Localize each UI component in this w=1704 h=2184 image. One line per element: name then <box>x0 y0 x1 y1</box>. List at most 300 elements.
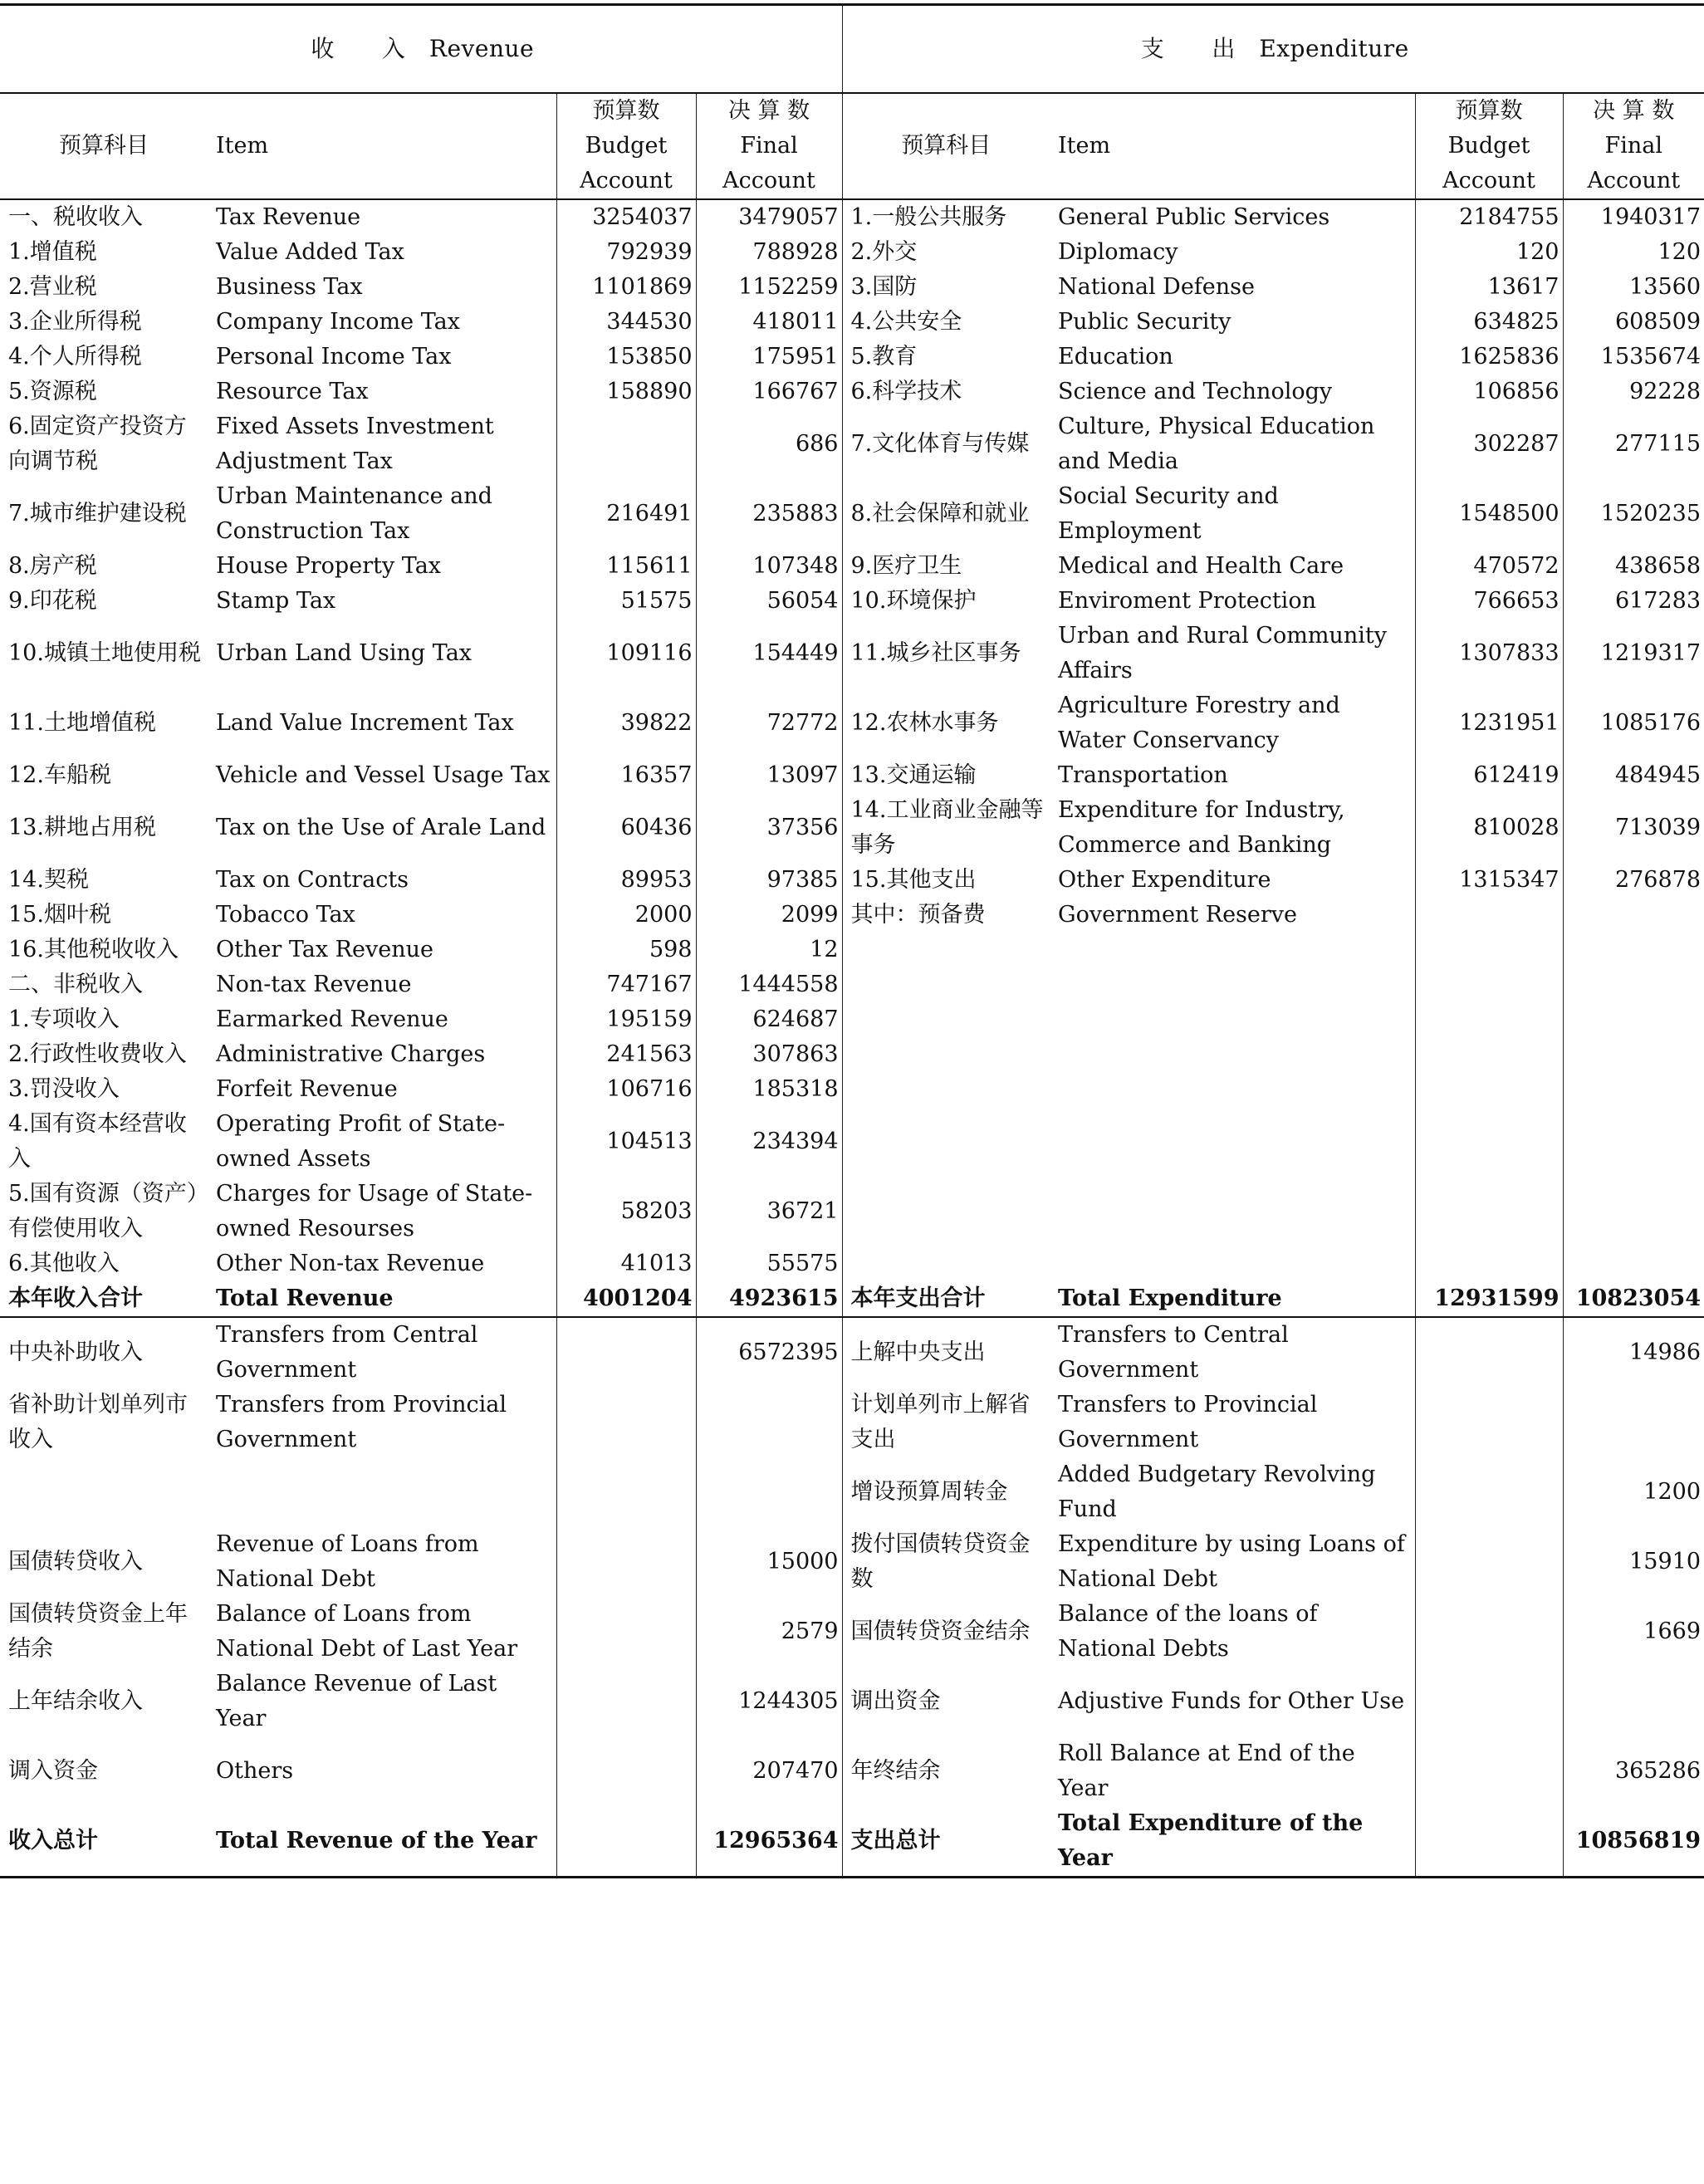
grand-revenue-zh: 收入总计 <box>0 1806 208 1878</box>
table-row <box>0 933 1704 967</box>
revenue-final-value: 154449 <box>696 619 842 688</box>
transfer-revenue-en: Revenue of Loans from National Debt <box>216 1530 479 1592</box>
revenue-final-value: 36721 <box>696 1177 842 1246</box>
revenue-category-zh: 5.资源税 <box>8 378 97 404</box>
transfer-expenditure-budget <box>1415 1736 1563 1806</box>
expenditure-item-en <box>1050 933 1415 967</box>
transfer-expenditure-en: Expenditure by using Loans of National Debt <box>1058 1530 1405 1592</box>
grand-expenditure-budget <box>1415 1806 1563 1878</box>
revenue-final-value: 12 <box>696 933 842 967</box>
revenue-category-zh: 一、税收收入 <box>0 199 208 235</box>
revenue-item-en: Other Non-tax Revenue <box>216 1250 485 1276</box>
revenue-budget-value: 58203 <box>556 1177 696 1246</box>
expenditure-category-zh: 12.农林水事务 <box>842 688 1050 758</box>
revenue-item-en: Company Income Tax <box>216 308 460 335</box>
revenue-budget-value: 195159 <box>556 1002 696 1037</box>
transfer-revenue-en: Balance of Loans from National Debt of Last Year <box>216 1600 518 1662</box>
transfer-revenue-final: 6572395 <box>696 1317 842 1388</box>
table-row <box>0 863 1704 898</box>
table-row <box>0 688 1704 758</box>
expenditure-final-value: 617283 <box>1563 584 1704 619</box>
transfer-revenue-final: 1244305 <box>696 1667 842 1736</box>
revenue-category-zh: 10.城镇土地使用税 <box>8 639 201 666</box>
transfer-expenditure-final: 15910 <box>1563 1527 1704 1597</box>
expenditure-final-value: 1940317 <box>1563 199 1704 235</box>
expenditure-item-header: Item <box>1050 93 1415 199</box>
transfer-revenue-zh: 上年结余收入 <box>8 1687 143 1714</box>
revenue-budget-value: 158890 <box>556 375 696 409</box>
transfer-revenue-budget <box>556 1457 696 1527</box>
revenue-item-en: Tax Revenue <box>208 199 556 235</box>
transfer-expenditure-en: Balance of the loans of National Debts <box>1058 1600 1318 1662</box>
expenditure-final-value: 608509 <box>1563 305 1704 340</box>
revenue-item-header: Item <box>208 93 556 199</box>
expenditure-final-value: 1219317 <box>1563 619 1704 688</box>
expenditure-budget-value: 612419 <box>1415 758 1563 793</box>
revenue-item-en: Value Added Tax <box>216 238 404 265</box>
expenditure-budget-value: 13617 <box>1415 270 1563 305</box>
revenue-category-zh: 16.其他税收收入 <box>8 936 179 962</box>
expenditure-budget-value <box>1415 1002 1563 1037</box>
transfer-expenditure-zh: 年终结余 <box>842 1736 1050 1806</box>
revenue-final-value: 624687 <box>696 1002 842 1037</box>
revenue-budget-value <box>556 409 696 479</box>
revenue-category-header: 预算科目 <box>0 93 208 199</box>
expenditure-budget-value: 1231951 <box>1415 688 1563 758</box>
expenditure-item-en: Diplomacy <box>1058 238 1178 265</box>
revenue-category-zh: 7.城市维护建设税 <box>8 500 187 526</box>
transfer-expenditure-zh: 上解中央支出 <box>842 1317 1050 1388</box>
transfer-expenditure-en: Roll Balance at End of the Year <box>1058 1740 1355 1801</box>
transfer-expenditure-final: 365286 <box>1563 1736 1704 1806</box>
revenue-budget-value: 792939 <box>556 235 696 270</box>
revenue-category-zh: 2.营业税 <box>8 273 97 300</box>
revenue-category-zh: 15.烟叶税 <box>8 901 111 928</box>
expenditure-final-value <box>1563 1072 1704 1107</box>
revenue-category-zh: 12.车船税 <box>8 761 111 788</box>
revenue-category-zh: 13.耕地占用税 <box>8 814 156 840</box>
revenue-budget-value: 153850 <box>556 340 696 375</box>
transfer-row <box>0 1388 1704 1457</box>
expenditure-budget-header: 预算数 Budget Account <box>1415 93 1563 199</box>
revenue-item-en: Vehicle and Vessel Usage Tax <box>216 761 551 788</box>
revenue-final-value: 234394 <box>696 1107 842 1177</box>
transfer-row <box>0 1317 1704 1388</box>
revenue-category-zh: 11.土地增值税 <box>8 709 156 736</box>
expenditure-category-zh: 4.公共安全 <box>842 305 1050 340</box>
transfer-revenue-en: Balance Revenue of Last Year <box>216 1670 497 1731</box>
expenditure-category-zh <box>842 1002 1050 1037</box>
transfer-row <box>0 1597 1704 1667</box>
expenditure-item-en: Government Reserve <box>1058 901 1298 928</box>
transfer-revenue-budget <box>556 1317 696 1388</box>
transfer-revenue-en: Transfers from Central Government <box>208 1317 556 1388</box>
main-rows <box>0 199 1704 1281</box>
revenue-item-en: Administrative Charges <box>216 1041 486 1067</box>
revenue-budget-value: 598 <box>556 933 696 967</box>
expenditure-item-en: Agriculture Forestry and Water Conservancy <box>1058 692 1340 753</box>
expenditure-item-en <box>1050 1177 1415 1246</box>
revenue-final-value: 307863 <box>696 1037 842 1072</box>
revenue-budget-value: 1101869 <box>556 270 696 305</box>
expenditure-category-zh <box>842 967 1050 1002</box>
transfer-revenue-budget <box>556 1388 696 1457</box>
expenditure-budget-value <box>1415 898 1563 933</box>
expenditure-final-value <box>1563 898 1704 933</box>
expenditure-final-value <box>1563 1246 1704 1281</box>
table-row <box>0 235 1704 270</box>
revenue-item-en: Tax on the Use of Arale Land <box>216 814 546 840</box>
transfer-expenditure-en: Transfers to Central Government <box>1050 1317 1415 1388</box>
revenue-item-en: Urban Maintenance and Construction Tax <box>216 482 492 544</box>
revenue-category-zh: 二、非税收入 <box>8 971 143 997</box>
revenue-category-zh: 14.契税 <box>8 866 89 893</box>
expenditure-category-zh <box>842 1107 1050 1177</box>
revenue-category-zh: 1.专项收入 <box>8 1006 120 1032</box>
revenue-item-en: Other Tax Revenue <box>216 936 433 962</box>
revenue-budget-value: 106716 <box>556 1072 696 1107</box>
expenditure-item-en: Urban and Rural Community Affairs <box>1058 622 1387 683</box>
revenue-category-zh: 2.行政性收费收入 <box>8 1041 187 1067</box>
expenditure-final-value: 713039 <box>1563 793 1704 863</box>
total-revenue-zh: 本年收入合计 <box>8 1285 143 1311</box>
table-row <box>0 549 1704 584</box>
revenue-budget-value: 216491 <box>556 479 696 549</box>
grand-expenditure-zh: 支出总计 <box>842 1806 1050 1878</box>
expenditure-final-value: 484945 <box>1563 758 1704 793</box>
expenditure-final-value: 276878 <box>1563 863 1704 898</box>
transfer-revenue-en <box>208 1457 556 1527</box>
revenue-item-en: Land Value Increment Tax <box>216 709 514 736</box>
expenditure-final-value <box>1563 1107 1704 1177</box>
transfer-expenditure-zh: 计划单列市上解省支出 <box>842 1388 1050 1457</box>
expenditure-item-en: Science and Technology <box>1058 378 1333 404</box>
revenue-final-value: 97385 <box>696 863 842 898</box>
transfer-revenue-zh: 省补助计划单列市收入 <box>8 1391 188 1452</box>
revenue-budget-value: 3254037 <box>556 199 696 235</box>
transfer-expenditure-zh: 调出资金 <box>842 1667 1050 1736</box>
budget-final-account-table <box>0 3 1704 1878</box>
revenue-final-value: 418011 <box>696 305 842 340</box>
transfer-expenditure-budget <box>1415 1317 1563 1388</box>
expenditure-category-zh: 5.教育 <box>842 340 1050 375</box>
table-row <box>0 584 1704 619</box>
revenue-final-value: 166767 <box>696 375 842 409</box>
total-expenditure-zh: 本年支出合计 <box>842 1281 1050 1317</box>
revenue-budget-header: 预算数 Budget Account <box>556 93 696 199</box>
revenue-budget-value: 41013 <box>556 1246 696 1281</box>
transfer-expenditure-budget <box>1415 1388 1563 1457</box>
grand-revenue-final: 12965364 <box>696 1806 842 1878</box>
revenue-budget-value: 51575 <box>556 584 696 619</box>
expenditure-item-en: Expenditure for Industry, Commerce and Banking <box>1058 796 1345 858</box>
revenue-budget-value: 747167 <box>556 967 696 1002</box>
expenditure-category-zh <box>842 1246 1050 1281</box>
revenue-item-en: Stamp Tax <box>216 587 336 614</box>
expenditure-category-zh: 8.社会保障和就业 <box>842 479 1050 549</box>
expenditure-final-value: 1520235 <box>1563 479 1704 549</box>
expenditure-item-en: General Public Services <box>1050 199 1415 235</box>
expenditure-item-en: Transportation <box>1058 761 1228 788</box>
revenue-item-en: Resource Tax <box>216 378 369 404</box>
table-row <box>0 758 1704 793</box>
table-row <box>0 619 1704 688</box>
expenditure-budget-value: 1625836 <box>1415 340 1563 375</box>
revenue-item-en: Operating Profit of State-owned Assets <box>216 1110 506 1172</box>
expenditure-item-en <box>1050 1037 1415 1072</box>
revenue-final-header: 决 算 数 Final Account <box>696 93 842 199</box>
revenue-budget-value: 16357 <box>556 758 696 793</box>
table-row <box>0 305 1704 340</box>
table-row <box>0 1072 1704 1107</box>
transfer-revenue-final: 207470 <box>696 1736 842 1806</box>
expenditure-category-zh: 14.工业商业金融等事务 <box>842 793 1050 863</box>
transfer-revenue-budget <box>556 1667 696 1736</box>
grand-total-rows <box>0 1806 1704 1878</box>
expenditure-budget-value <box>1415 967 1563 1002</box>
revenue-item-en: Non-tax Revenue <box>216 971 412 997</box>
revenue-final-value: 686 <box>696 409 842 479</box>
expenditure-budget-value: 766653 <box>1415 584 1563 619</box>
grand-revenue-en: Total Revenue of the Year <box>208 1806 556 1878</box>
revenue-budget-value: 2000 <box>556 898 696 933</box>
revenue-item-en: Tobacco Tax <box>216 901 355 928</box>
expenditure-category-zh: 15.其他支出 <box>842 863 1050 898</box>
expenditure-category-header: 预算科目 <box>842 93 1050 199</box>
expenditure-budget-value: 302287 <box>1415 409 1563 479</box>
revenue-category-zh: 3.企业所得税 <box>8 308 142 335</box>
revenue-budget-value: 89953 <box>556 863 696 898</box>
expenditure-category-zh <box>842 933 1050 967</box>
revenue-final-value: 13097 <box>696 758 842 793</box>
total-rows <box>0 1281 1704 1317</box>
revenue-category-zh: 4.个人所得税 <box>8 343 142 370</box>
transfer-expenditure-en: Adjustive Funds for Other Use <box>1058 1687 1405 1714</box>
expenditure-item-en: Medical and Health Care <box>1058 552 1344 579</box>
revenue-item-en: Fixed Assets Investment Adjustment Tax <box>216 413 494 474</box>
transfer-revenue-zh: 国债转贷资金上年结余 <box>8 1600 188 1662</box>
expenditure-item-en <box>1050 1002 1415 1037</box>
expenditure-budget-value <box>1415 933 1563 967</box>
expenditure-final-value <box>1563 1177 1704 1246</box>
grand-revenue-budget <box>556 1806 696 1878</box>
revenue-final-value: 72772 <box>696 688 842 758</box>
revenue-item-en: House Property Tax <box>216 552 442 579</box>
revenue-final-value: 1444558 <box>696 967 842 1002</box>
transfer-row <box>0 1457 1704 1527</box>
table-row <box>0 409 1704 479</box>
transfer-revenue-zh: 调入资金 <box>8 1757 98 1784</box>
revenue-final-value: 3479057 <box>696 199 842 235</box>
transfer-revenue-final: 2579 <box>696 1597 842 1667</box>
transfer-expenditure-final: 14986 <box>1563 1317 1704 1388</box>
total-expenditure-final: 10823054 <box>1563 1281 1704 1317</box>
expenditure-budget-value <box>1415 1177 1563 1246</box>
transfer-revenue-en: Transfers from Provincial Government <box>216 1391 507 1452</box>
transfer-revenue-en: Others <box>216 1757 294 1784</box>
revenue-item-en: Urban Land Using Tax <box>216 639 473 666</box>
transfer-row <box>0 1736 1704 1806</box>
table-row <box>0 375 1704 409</box>
expenditure-budget-value <box>1415 1107 1563 1177</box>
revenue-category-zh: 6.其他收入 <box>8 1250 120 1276</box>
revenue-budget-value: 104513 <box>556 1107 696 1177</box>
revenue-item-en: Forfeit Revenue <box>216 1075 398 1102</box>
transfer-expenditure-zh: 国债转贷资金结余 <box>842 1597 1050 1667</box>
revenue-budget-value: 39822 <box>556 688 696 758</box>
expenditure-item-en <box>1050 1246 1415 1281</box>
total-expenditure-budget: 12931599 <box>1415 1281 1563 1317</box>
transfer-expenditure-final: 1200 <box>1563 1457 1704 1527</box>
revenue-final-value: 56054 <box>696 584 842 619</box>
expenditure-item-en: Other Expenditure <box>1058 866 1271 893</box>
revenue-budget-value: 241563 <box>556 1037 696 1072</box>
expenditure-category-zh: 13.交通运输 <box>842 758 1050 793</box>
expenditure-category-zh: 10.环境保护 <box>842 584 1050 619</box>
revenue-final-value: 788928 <box>696 235 842 270</box>
expenditure-final-value: 1535674 <box>1563 340 1704 375</box>
transfer-revenue-final: 15000 <box>696 1527 842 1597</box>
table-row <box>0 1002 1704 1037</box>
expenditure-item-en <box>1050 1072 1415 1107</box>
expenditure-final-value <box>1563 1037 1704 1072</box>
expenditure-budget-value: 810028 <box>1415 793 1563 863</box>
revenue-category-zh: 6.固定资产投资方向调节税 <box>8 413 187 474</box>
expenditure-budget-value <box>1415 1072 1563 1107</box>
transfer-revenue-budget <box>556 1597 696 1667</box>
revenue-final-value: 1152259 <box>696 270 842 305</box>
expenditure-final-value <box>1563 967 1704 1002</box>
revenue-section-title: 收 入 Revenue <box>0 5 842 93</box>
expenditure-budget-value: 1548500 <box>1415 479 1563 549</box>
revenue-final-value: 175951 <box>696 340 842 375</box>
grand-expenditure-final: 10856819 <box>1563 1806 1704 1878</box>
transfer-revenue-final <box>696 1457 842 1527</box>
expenditure-category-zh: 7.文化体育与传媒 <box>842 409 1050 479</box>
revenue-item-en: Earmarked Revenue <box>216 1006 448 1032</box>
expenditure-item-en: Social Security and Employment <box>1058 482 1279 544</box>
total-revenue-en: Total Revenue <box>216 1285 394 1311</box>
transfer-expenditure-budget <box>1415 1457 1563 1527</box>
revenue-final-value: 37356 <box>696 793 842 863</box>
revenue-final-value: 55575 <box>696 1246 842 1281</box>
expenditure-final-value: 120 <box>1563 235 1704 270</box>
transfer-expenditure-zh: 增设预算周转金 <box>842 1457 1050 1527</box>
transfer-expenditure-zh: 拨付国债转贷资金数 <box>842 1527 1050 1597</box>
transfer-expenditure-final <box>1563 1667 1704 1736</box>
transfer-expenditure-budget <box>1415 1667 1563 1736</box>
expenditure-item-en: Enviroment Protection <box>1058 587 1316 614</box>
expenditure-final-value: 277115 <box>1563 409 1704 479</box>
transfer-expenditure-final <box>1563 1388 1704 1457</box>
expenditure-budget-value: 470572 <box>1415 549 1563 584</box>
expenditure-final-value: 438658 <box>1563 549 1704 584</box>
table-row <box>0 270 1704 305</box>
expenditure-category-zh: 6.科学技术 <box>842 375 1050 409</box>
revenue-category-zh: 3.罚没收入 <box>8 1075 120 1102</box>
expenditure-budget-value: 2184755 <box>1415 199 1563 235</box>
expenditure-section-title: 支 出 Expenditure <box>842 5 1704 93</box>
table-row <box>0 1037 1704 1072</box>
table-row <box>0 479 1704 549</box>
table-row <box>0 1246 1704 1281</box>
revenue-budget-value: 109116 <box>556 619 696 688</box>
total-expenditure-en: Total Expenditure <box>1058 1285 1282 1311</box>
expenditure-category-zh <box>842 1072 1050 1107</box>
expenditure-final-value: 92228 <box>1563 375 1704 409</box>
revenue-final-value: 107348 <box>696 549 842 584</box>
revenue-final-value: 185318 <box>696 1072 842 1107</box>
transfer-row <box>0 1527 1704 1597</box>
table-row <box>0 1177 1704 1246</box>
revenue-budget-value: 115611 <box>556 549 696 584</box>
table-row <box>0 967 1704 1002</box>
revenue-final-value: 235883 <box>696 479 842 549</box>
transfer-expenditure-en: Added Budgetary Revolving Fund <box>1058 1461 1376 1522</box>
transfer-expenditure-budget <box>1415 1527 1563 1597</box>
transfer-row <box>0 1667 1704 1736</box>
transfer-revenue-zh: 中央补助收入 <box>0 1317 208 1388</box>
total-revenue-budget: 4001204 <box>556 1281 696 1317</box>
expenditure-budget-value: 1315347 <box>1415 863 1563 898</box>
table-row <box>0 199 1704 235</box>
expenditure-budget-value <box>1415 1246 1563 1281</box>
expenditure-category-zh: 11.城乡社区事务 <box>842 619 1050 688</box>
expenditure-item-en <box>1050 1107 1415 1177</box>
expenditure-budget-value: 106856 <box>1415 375 1563 409</box>
revenue-item-en: Charges for Usage of State-owned Resourses <box>216 1180 533 1241</box>
table-row <box>0 793 1704 863</box>
revenue-category-zh: 5.国有资源（资产）有偿使用收入 <box>8 1180 198 1241</box>
revenue-item-en: Business Tax <box>216 273 363 300</box>
transfer-rows <box>0 1317 1704 1806</box>
expenditure-category-zh: 2.外交 <box>842 235 1050 270</box>
revenue-category-zh: 8.房产税 <box>8 552 97 579</box>
revenue-category-zh: 1.增值税 <box>8 238 97 265</box>
revenue-item-en: Personal Income Tax <box>216 343 452 370</box>
expenditure-budget-value <box>1415 1037 1563 1072</box>
transfer-revenue-zh <box>0 1457 208 1527</box>
total-revenue-final: 4923615 <box>696 1281 842 1317</box>
expenditure-category-zh: 9.医疗卫生 <box>842 549 1050 584</box>
expenditure-item-en: National Defense <box>1058 273 1255 300</box>
transfer-expenditure-budget <box>1415 1597 1563 1667</box>
table-row <box>0 898 1704 933</box>
expenditure-category-zh: 1.一般公共服务 <box>842 199 1050 235</box>
expenditure-budget-value: 120 <box>1415 235 1563 270</box>
revenue-budget-value: 60436 <box>556 793 696 863</box>
table-row <box>0 1107 1704 1177</box>
expenditure-item-en: Culture, Physical Education and Media <box>1058 413 1375 474</box>
expenditure-category-zh <box>842 1177 1050 1246</box>
expenditure-final-value: 13560 <box>1563 270 1704 305</box>
revenue-budget-value: 344530 <box>556 305 696 340</box>
expenditure-budget-value: 634825 <box>1415 305 1563 340</box>
table-row <box>0 340 1704 375</box>
transfer-revenue-zh: 国债转贷收入 <box>8 1548 143 1574</box>
expenditure-final-value: 1085176 <box>1563 688 1704 758</box>
expenditure-final-value <box>1563 933 1704 967</box>
transfer-revenue-final <box>696 1388 842 1457</box>
grand-expenditure-en: Total Expenditure of the Year <box>1050 1806 1415 1878</box>
expenditure-final-header: 决 算 数 Final Account <box>1563 93 1704 199</box>
expenditure-item-en: Public Security <box>1058 308 1231 335</box>
revenue-category-zh: 9.印花税 <box>8 587 97 614</box>
transfer-expenditure-en: Transfers to Provincial Government <box>1058 1391 1318 1452</box>
revenue-category-zh: 4.国有资本经营收入 <box>8 1110 187 1172</box>
expenditure-item-en: Education <box>1058 343 1173 370</box>
expenditure-budget-value: 1307833 <box>1415 619 1563 688</box>
